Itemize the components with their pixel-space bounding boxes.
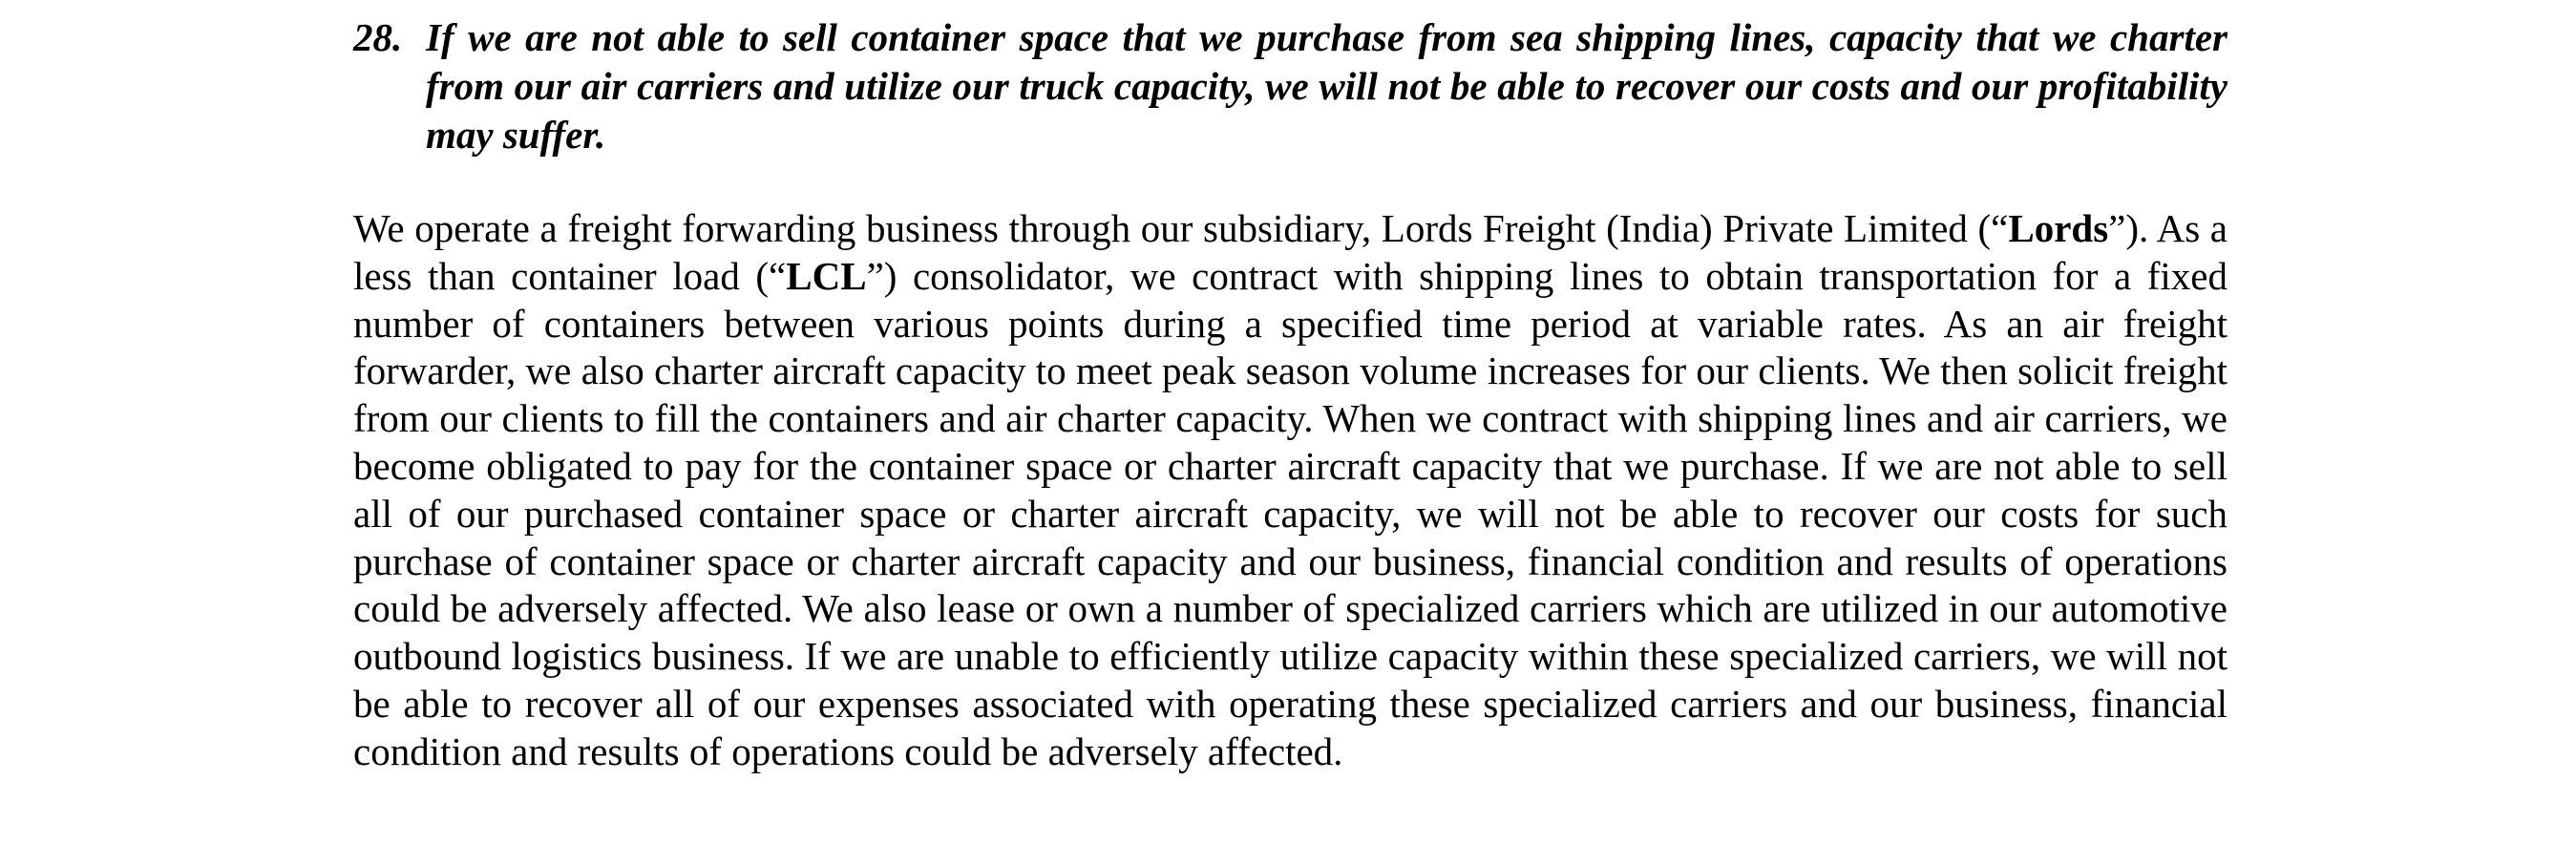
defined-term-lords: Lords bbox=[2008, 206, 2109, 250]
body-text-part-1: We operate a freight forwarding business through our subsidiary, Lords Freight (India) Private Limited (“ bbox=[353, 206, 2009, 250]
risk-factor-title: If we are not able to sell container space that we purchase from sea shipping lines, capacity that we charter from our air carriers and utilize our truck capacity, we will not be able to recover our costs and our profitability may suffer. bbox=[426, 15, 2228, 157]
defined-term-lcl: LCL bbox=[786, 253, 867, 298]
risk-factor-body bbox=[353, 205, 2228, 776]
body-text-part-2: ”). As a less than container load (“ bbox=[353, 206, 2228, 298]
risk-factor-number: 28. bbox=[353, 15, 403, 59]
body-text-part-3: ”) consolidator, we contract with shipping lines to obtain transportation for a fixed number of containers between various points during a specified time period at variable rates. As an air freight forwarder, we also charter aircraft capacity to meet peak season volume increases for our clients. We then solicit freight from our clients to fill the containers and air charter capacity. When we contract with shipping lines and air carriers, we become obligated to pay for the container space or charter aircraft capacity that we purchase. If we are not able to sell all of our purchased container space or charter aircraft capacity, we will not be able to recover our costs for such purchase of container space or charter aircraft capacity and our business, financial condition and results of operations could be adversely affected. We also lease or own a number of specialized carriers which are utilized in our automotive outbound logistics business. If we are unable to efficiently utilize capacity within these specialized carriers, we will not be able to recover all of our expenses associated with operating these specialized carriers and our business, financial condition and results of operations could be adversely affected. bbox=[353, 253, 2228, 773]
risk-factor-heading bbox=[353, 13, 2228, 159]
